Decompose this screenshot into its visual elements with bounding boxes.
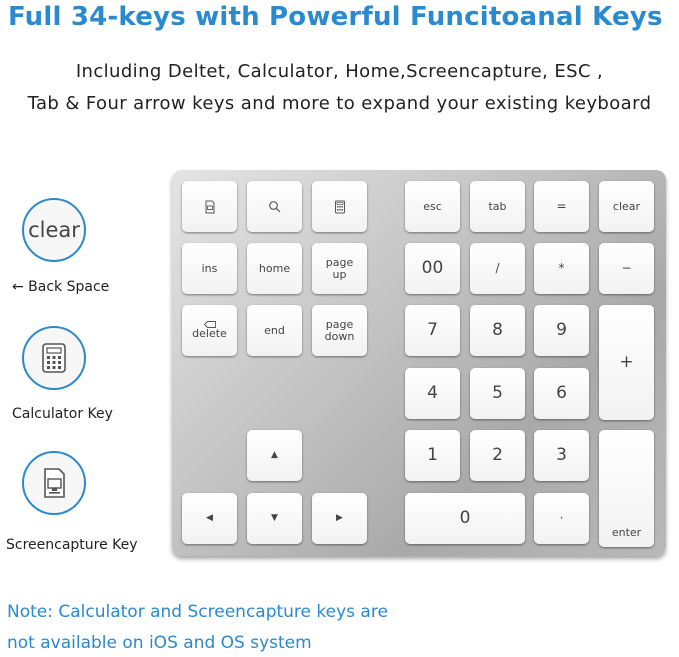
key-9[interactable]: 9 (534, 305, 589, 356)
calculator-icon (22, 326, 86, 390)
ins-key[interactable]: ins (182, 243, 237, 294)
page-up-label-2: up (332, 267, 347, 281)
plus-key[interactable]: + (599, 305, 654, 420)
asterisk-key[interactable]: * (534, 243, 589, 294)
key-8[interactable]: 8 (470, 305, 525, 356)
decimal-key[interactable]: · (534, 493, 589, 544)
key-6[interactable]: 6 (534, 368, 589, 419)
calculator-key[interactable] (312, 181, 367, 232)
arrow-left-key[interactable]: ◀ (182, 493, 237, 544)
subtitle-line-2: Tab & Four arrow keys and more to expand your existing keyboard (27, 93, 652, 114)
screencapture-key-caption: Screencapture Key (6, 537, 138, 553)
screencapture-icon (203, 200, 217, 214)
back-space-caption: ← Back Space (12, 279, 110, 295)
key-1[interactable]: 1 (405, 430, 460, 481)
screencapture-key[interactable] (182, 181, 237, 232)
subtitle-line-1: Including Deltet, Calculator, Home,Screencapture, ESC , (75, 61, 604, 82)
equals-key[interactable]: = (534, 181, 589, 232)
home-key[interactable]: home (247, 243, 302, 294)
page-down-label-2: down (324, 329, 355, 343)
page-up-key[interactable] (312, 243, 367, 294)
delete-key[interactable] (182, 305, 237, 356)
double-zero-key[interactable]: 00 (405, 243, 460, 294)
key-0[interactable]: 0 (405, 493, 525, 544)
enter-key[interactable]: enter (599, 430, 654, 547)
page-title: Full 34-keys with Powerful Funcitoanal Keys (8, 2, 663, 32)
page-down-key[interactable] (312, 305, 367, 356)
slash-key[interactable]: / (470, 243, 525, 294)
note-line-1: Note: Calculator and Screencapture keys are (7, 602, 388, 622)
key-5[interactable]: 5 (470, 368, 525, 419)
minus-key[interactable]: − (599, 243, 654, 294)
tab-key[interactable]: tab (470, 181, 525, 232)
clear-key-callout-icon (22, 198, 86, 262)
calculator-icon (333, 200, 347, 214)
clear-icon-label: clear (28, 218, 80, 242)
search-key[interactable] (247, 181, 302, 232)
key-7[interactable]: 7 (405, 305, 460, 356)
esc-key[interactable]: esc (405, 181, 460, 232)
delete-key-label: delete (192, 327, 227, 341)
page-up-label-1: page (325, 255, 354, 269)
screencapture-icon (22, 451, 86, 515)
arrow-up-key[interactable]: ▲ (247, 430, 302, 481)
key-2[interactable]: 2 (470, 430, 525, 481)
page-down-label-1: page (325, 317, 354, 331)
search-icon (268, 200, 282, 214)
note-line-2: not available on iOS and OS system (7, 633, 312, 653)
numeric-keypad (172, 170, 666, 556)
calculator-key-caption: Calculator Key (12, 406, 113, 422)
key-4[interactable]: 4 (405, 368, 460, 419)
clear-key[interactable]: clear (599, 181, 654, 232)
key-3[interactable]: 3 (534, 430, 589, 481)
arrow-down-key[interactable]: ▼ (247, 493, 302, 544)
end-key[interactable]: end (247, 305, 302, 356)
arrow-right-key[interactable]: ▶ (312, 493, 367, 544)
